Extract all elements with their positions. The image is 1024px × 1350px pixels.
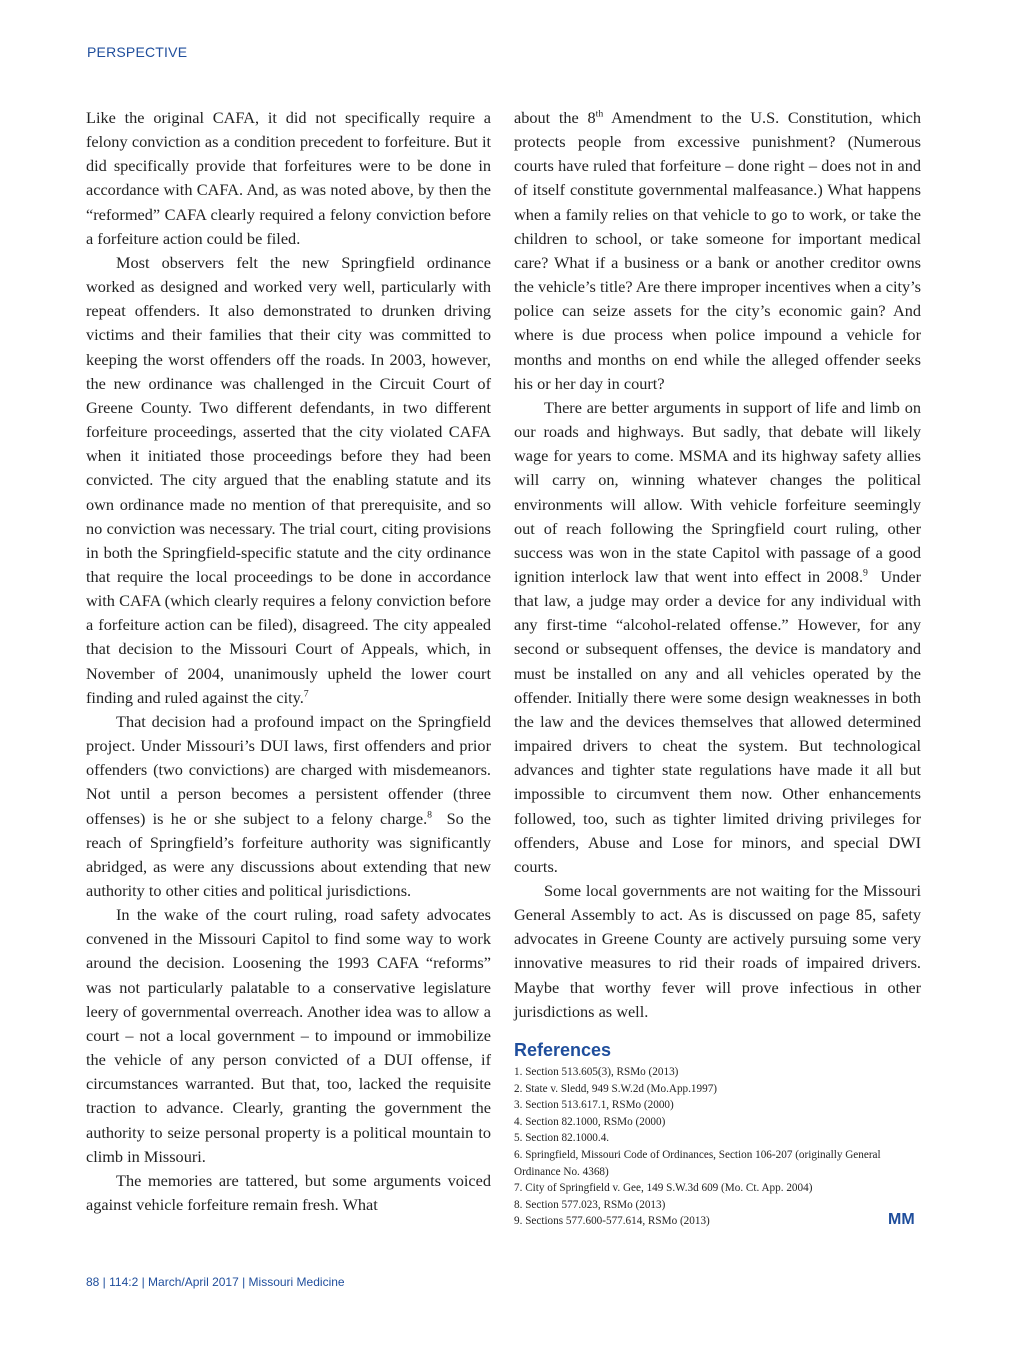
paragraph: That decision had a profound impact on the Springfield project. Under Missouri’s DUI laws, first offenders and prior offenders (two convictions) are charged with misdemeanors. Not until a person becomes a persistent offender (three offenses) is he or she subject to a felony charge.$^8$ So the reach of Springfield’s forfeiture authority was significantly abridged, as were any discussions about extending that new authority to other cities and political jurisdictions.: [86, 711, 491, 900]
references-title: References: [514, 1040, 612, 1060]
paragraph: about the 8th Amendment to the U.S. Constitution, which protects people from excessive punishment? (Numerous courts have ruled that forfeiture – done right – does not in and of itself constitute governmental malfeasance.) What happens when a family relies on that vehicle to go to work, or take the children to school, or take someone for important medical care? What if a business or a bank or another creditor owns the vehicle’s title? Are there improper incentives when a city’s police can seize assets for the city’s economic gain? And where is due process when police impound a vehicle for months and months on end while the alleged offender seeks his or her day in court?: [514, 108, 922, 393]
reference-item: 9. Sections 577.600-577.614, RSMo (2013): [514, 1215, 710, 1228]
ordinal-suffix: th: [595, 108, 604, 120]
reference-item: 4. Section 82.1000, RSMo (2000): [514, 1115, 666, 1128]
footnote-mark: 9: [863, 567, 868, 579]
footnote-mark: 7: [303, 688, 309, 700]
paragraph: There are better arguments in support of life and limb on our roads and highways. But sadly, that debate will likely wage for years to come. MSMA and its highway safety allies will carry on, winning whatever changes the political environments will allow. With vehicle forfeiture seemingly out of reach following the Springfield court ruling, other success was won in the state Capitol with passage of a good ignition interlock law that went into effect in 2008.$^9$ Under that law, a judge may order a device for any individual with any first-time “alcohol-related offense.” However, for any second or subsequent offenses, the device is mandatory and must be installed on any and all vehicles operated by the offender. Initially there were some design weaknesses in both the law and the devices themselves that allowed determined impaired drivers to cheat the system. But technological advances and tighter state regulations have made it all but impossible to circumvent them now. Other enhancements followed, too, such as tighter limited driving privileges for offenders, Abuse and Lose for minors, and special DWI courts.: [514, 397, 921, 876]
reference-item: 6. Springfield, Missouri Code of Ordinances, Section 106-207 (originally General Ordinance No. 4368): [514, 1148, 881, 1178]
references-section: [514, 1040, 924, 1230]
paragraph: Like the original CAFA, it did not specifically require a felony conviction as a condition precedent to forfeiture. But it did specifically provide that forfeitures were to be done in accordance with CAFA. And, as was noted above, by then the “reformed” CAFA clearly required a felony conviction before a forfeiture action could be filed.: [86, 108, 491, 248]
reference-item: 1. Section 513.605(3), RSMo (2013): [514, 1066, 679, 1078]
running-head: PERSPECTIVE: [87, 44, 188, 60]
paragraph: Some local governments are not waiting for the Missouri General Assembly to act. As is discussed on page 85, safety advocates in Greene County are actively pursuing some very innovative measures to rid their roads of impaired drivers. Maybe that worthy fever will prove infectious in other jurisdictions as well.: [514, 881, 921, 1021]
left-column: [86, 106, 491, 1217]
reference-item: 3. Section 513.617.1, RSMo (2000): [514, 1099, 674, 1112]
footnote-mark: 8: [427, 809, 433, 821]
paragraph: The memories are tattered, but some arguments voiced against vehicle forfeiture remain fresh. What: [86, 1170, 491, 1215]
page-footer: 88 | 114:2 | March/April 2017 | Missouri Medicine: [86, 1275, 345, 1289]
right-column: [514, 106, 921, 1024]
references-list: [514, 1064, 924, 1230]
mm-logo: MM: [888, 1211, 915, 1228]
reference-item: 2. State v. Sledd, 949 S.W.2d (Mo.App.1997): [514, 1082, 718, 1095]
reference-item: 5. Section 82.1000.4.: [514, 1132, 610, 1145]
paragraph: Most observers felt the new Springfield ordinance worked as designed and worked very well, particularly with repeat offenders. It also demonstrated to drunken driving victims and their families that their city was committed to keeping the worst offenders off the roads. In 2003, however, the new ordinance was challenged in the Circuit Court of Greene County. Two different defendants, in two different forfeiture proceedings, asserted that the city violated CAFA when it initiated those proceedings before they had been convicted. The city argued that the enabling statute and its own ordinance made no mention of that prerequisite, and so no conviction was necessary. The trial court, citing provisions in both the Springfield-specific statute and the city ordinance that require the local proceedings to be done in accordance with CAFA (which clearly requires a felony conviction before a forfeiture action can be filed), disagreed. The city appealed that decision to the Missouri Court of Appeals, which, in November of 2004, unanimously upheld the lower court finding and ruled against the city.$^7$: [86, 252, 491, 707]
reference-item: 7. City of Springfield v. Gee, 149 S.W.3d 609 (Mo. Ct. App. 2004): [514, 1182, 813, 1195]
reference-item: 8. Section 577.023, RSMo (2013): [514, 1198, 666, 1211]
paragraph: In the wake of the court ruling, road safety advocates convened in the Missouri Capitol to find some way to work around the decision. Loosening the 1993 CAFA “reforms” was not particularly palatable to a conservative legislature leery of governmental overreach. Another idea was to allow a court – not a local government – to impound or immobilize the vehicle of any person convicted of a DUI offense, if circumstances warranted. But that, too, lacked the requisite traction to advance. Clearly, granting the government the authority to seize personal property is a political mountain to climb in Missouri.: [86, 905, 491, 1166]
